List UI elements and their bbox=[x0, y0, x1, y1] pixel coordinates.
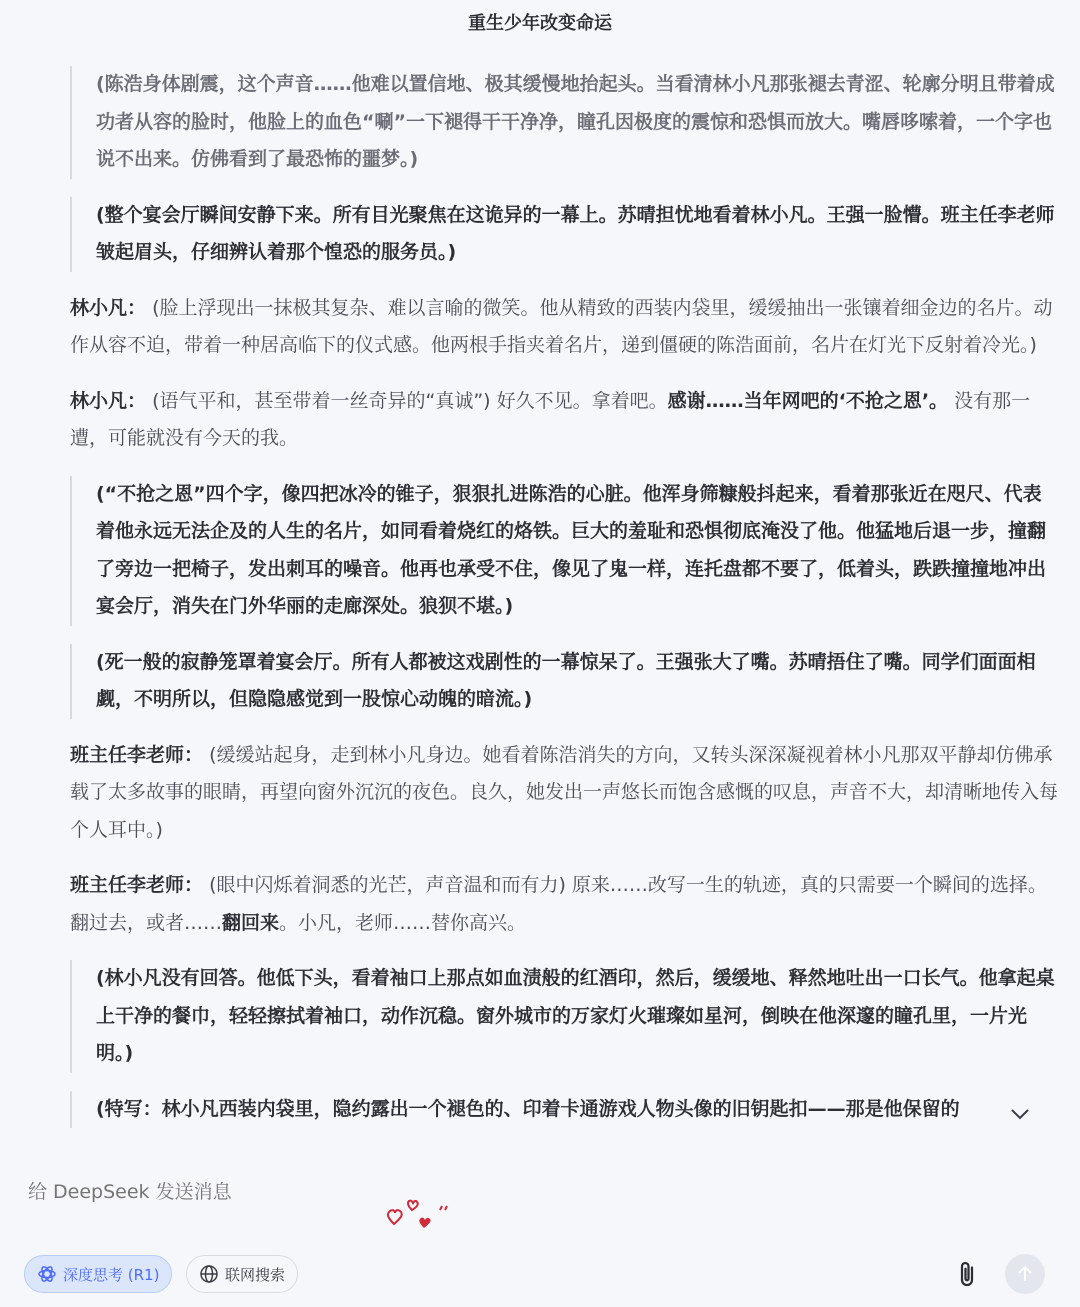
dialogue-text: (脸上浮现出一抹极其复杂、难以言喻的微笑。他从精致的西装内袋里，缓缓抽出一张镶着细金边的名片。动作从容不迫，带着一种居高临下的仪式感。他两根手指夹着名片，递到僵硬的陈浩面前，名片在灯光下反射着冷光。) bbox=[70, 296, 1053, 356]
message-content bbox=[70, 66, 1058, 1146]
dialogue-text: (缓缓站起身，走到林小凡身边。她看着陈浩消失的方向，又转头深深凝视着林小凡那双平静却仿佛承载了太多故事的眼睛，再望向窗外沉沉的夜色。良久，她发出一声悠长而饱含感慨的叹息，声音不大，却清晰地传入每个人耳中。) bbox=[70, 743, 1059, 841]
speaker-name: 班主任李老师： bbox=[70, 743, 204, 766]
dialogue-text: 没有那一遭，可能就没有今天的我。 bbox=[70, 389, 1031, 449]
chat-title: 重生少年改变命运 bbox=[468, 13, 612, 34]
dialogue-line bbox=[70, 867, 1058, 942]
send-button[interactable] bbox=[1005, 1254, 1045, 1294]
dialogue-text: (眼中闪烁着洞悉的光芒，声音温和而有力) 原来……改写一生的轨迹，真的只需要一个瞬间的选择。翻过去，或者…… bbox=[70, 874, 1047, 934]
deep-think-button[interactable] bbox=[24, 1255, 172, 1293]
dialogue-emphasis: 翻回来 bbox=[222, 911, 280, 934]
speaker-name: 班主任李老师： bbox=[70, 874, 204, 896]
dialogue-line bbox=[70, 737, 1058, 850]
web-search-label: 联网搜索 bbox=[225, 1265, 286, 1284]
dialogue-line bbox=[70, 290, 1058, 365]
arrow-up-icon bbox=[1016, 1265, 1034, 1283]
speaker-name: 林小凡： bbox=[70, 389, 147, 412]
narration-block: (陈浩身体剧震，这个声音……他难以置信地、极其缓慢地抬起头。当看清林小凡那张褪去青涩、轮廓分明且带着成功者从容的脸时，他脸上的血色“唰”一下褪得干干净净，瞳孔因极度的震惊和恐惧而放大。嘴唇哆嗦着，一个字也说不出来。仿佛看到了最恐怖的噩梦。) bbox=[70, 66, 1058, 179]
narration-block: (林小凡没有回答。他低下头，看着袖口上那点如血渍般的红酒印，然后，缓缓地、释然地吐出一口长气。他拿起桌上干净的餐巾，轻轻擦拭着袖口，动作沉稳。窗外城市的万家灯火璀璨如星河，倒映在他深邃的瞳孔里，一片光明。) bbox=[70, 960, 1058, 1073]
message-input[interactable] bbox=[26, 1180, 930, 1204]
dialogue-line bbox=[70, 383, 1058, 458]
globe-icon bbox=[199, 1264, 219, 1284]
chevron-down-icon bbox=[1010, 1108, 1030, 1120]
narration-block: (特写：林小凡西装内袋里，隐约露出一个褪色的、印着卡通游戏人物头像的旧钥匙扣——那是他保留的 bbox=[70, 1091, 1058, 1129]
dialogue-text: 。小凡，老师……替你高兴。 bbox=[279, 911, 527, 934]
narration-block: (“不抢之恩”四个字，像四把冰冷的锥子，狠狠扎进陈浩的心脏。他浑身筛糠般抖起来，看着那张近在咫尺、代表着他永远无法企及的人生的名片，如同看着烧红的烙铁。巨大的羞耻和恐惧彻底淹没了他。他猛地后退一步，撞翻了旁边一把椅子，发出刺耳的噪音。他再也承受不住，像见了鬼一样，连托盘都不要了，低着头，跌跌撞撞地冲出宴会厅，消失在门外华丽的走廊深处。狼狈不堪。) bbox=[70, 476, 1058, 626]
web-search-button[interactable] bbox=[186, 1255, 298, 1293]
scroll-to-bottom-button[interactable] bbox=[1006, 1100, 1034, 1128]
paperclip-icon[interactable] bbox=[952, 1260, 982, 1290]
speaker-name: 林小凡： bbox=[70, 296, 147, 319]
narration-block: (整个宴会厅瞬间安静下来。所有目光聚焦在这诡异的一幕上。苏晴担忧地看着林小凡。王强一脸懵。班主任李老师皱起眉头，仔细辨认着那个惶恐的服务员。) bbox=[70, 197, 1058, 272]
hearts-sticker-icon bbox=[384, 1196, 454, 1236]
atom-icon bbox=[37, 1264, 57, 1284]
chat-input-area bbox=[0, 1168, 1080, 1307]
narration-block: (死一般的寂静笼罩着宴会厅。所有人都被这戏剧性的一幕惊呆了。王强张大了嘴。苏晴捂住了嘴。同学们面面相觑，不明所以，但隐隐感觉到一股惊心动魄的暗流。) bbox=[70, 644, 1058, 719]
deep-think-label: 深度思考 (R1) bbox=[63, 1265, 160, 1284]
dialogue-text: (语气平和，甚至带着一丝奇异的“真诚”) 好久不见。拿着吧。 bbox=[152, 389, 668, 412]
dialogue-emphasis: 感谢……当年网吧的‘不抢之恩’。 bbox=[667, 389, 949, 412]
